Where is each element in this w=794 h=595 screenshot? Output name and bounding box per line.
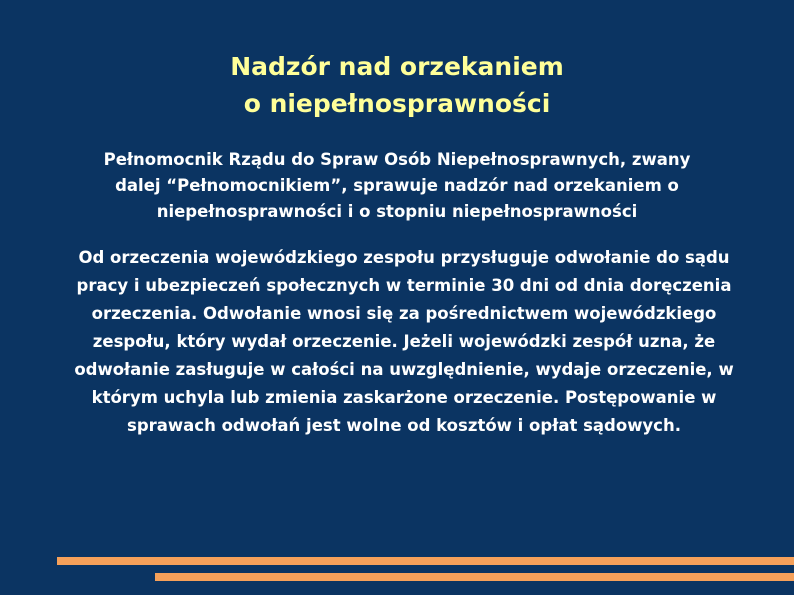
- body-line-1: Od orzeczenia wojewódzkiego zespołu przysługuje odwołanie do sądu: [78, 248, 730, 267]
- intro-line-1: Pełnomocnik Rządu do Spraw Osób Niepełnosprawnych, zwany: [103, 150, 691, 169]
- slide-title-line-2: o niepełnosprawności: [243, 89, 551, 118]
- body-line-7: sprawach odwołań jest wolne od kosztów i opłat sądowych.: [127, 416, 681, 435]
- slide-title: [0, 48, 794, 122]
- slide-title-line-1: Nadzór nad orzekaniem: [230, 52, 564, 81]
- body-line-4: zespołu, który wydał orzeczenie. Jeżeli wojewódzki zespół uzna, że: [92, 332, 716, 351]
- intro-line-3: niepełnosprawności i o stopniu niepełnosprawności: [156, 202, 638, 221]
- intro-paragraph: [20, 147, 774, 225]
- body-line-6: którym uchyla lub zmienia zaskarżone orzeczenie. Postępowanie w: [91, 388, 717, 407]
- body-line-2: pracy i ubezpieczeń społecznych w terminie 30 dni od dnia doręczenia: [76, 276, 732, 295]
- body-line-3: orzeczenia. Odwołanie wnosi się za pośrednictwem wojewódzkiego: [91, 304, 717, 323]
- accent-bar-top: [57, 557, 794, 565]
- accent-bar-bottom: [155, 573, 794, 581]
- intro-line-2: dalej “Pełnomocnikiem”, sprawuje nadzór nad orzekaniem o: [115, 176, 679, 195]
- body-line-5: odwołanie zasługuje w całości na uwzględnienie, wydaje orzeczenie, w: [74, 360, 734, 379]
- body-paragraph: [0, 244, 794, 440]
